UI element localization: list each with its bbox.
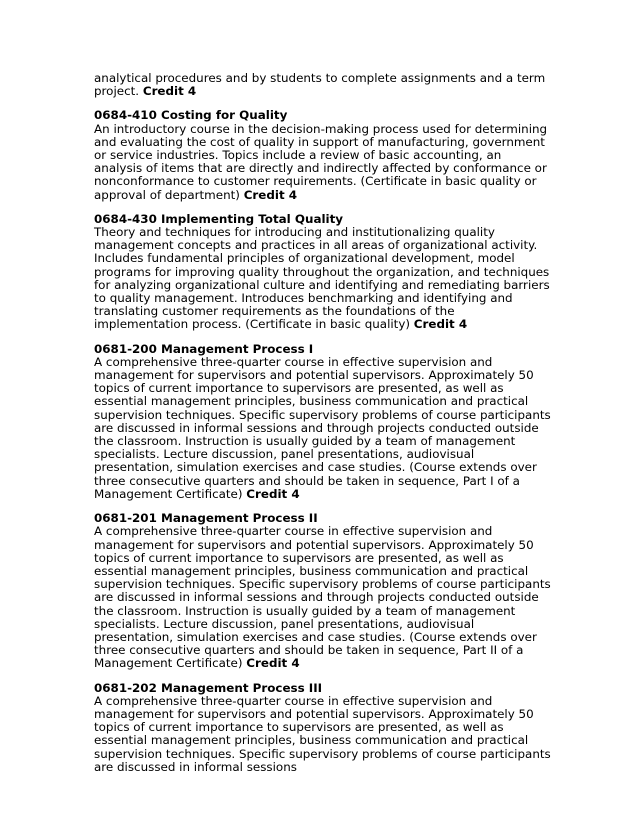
intro-text: analytical procedures and by students to complete assignments and a term project. — [94, 71, 546, 99]
course-entry-management-process-iii — [94, 682, 552, 774]
intro-paragraph — [94, 72, 552, 98]
course-entry-management-process-ii — [94, 512, 552, 670]
course-title: 0681-201 Management Process II — [94, 511, 318, 526]
course-title: 0681-202 Management Process III — [94, 680, 323, 695]
course-title: 0684-430 Implementing Total Quality — [94, 211, 344, 226]
intro-credit: Credit 4 — [142, 84, 197, 99]
course-description: An introductory course in the decision-making process used for determining and evaluating the cost of quality in support of manufacturing, government or service industries. Topics include a review of basic accounting, an analysis of items that are directly and indirectly affected by conformance or nonconformance to customer requirements. (Certificate in basic quality or approval of department) — [94, 121, 548, 202]
document-page — [94, 72, 552, 785]
course-description: Theory and techniques for introducing and institutionalizing quality management concepts and practices in all areas of organizational activity. Includes fundamental principles of organizational development, model programs for improving quality throughout the organization, and techniques for analyzing organizational culture and identifying and remediating barriers to quality management. Introduces benchmarking and identifying and translating customer requirements as the foundations of the implementation process. (Certificate in basic quality) — [94, 225, 550, 332]
course-credit: Credit 4 — [246, 486, 300, 501]
course-description: A comprehensive three-quarter course in effective supervision and management for supervisors and potential supervisors. Approximately 50 topics of current importance to supervisors are presented, as well as essential management principles, business communication and practical supervision techniques. Specific supervisory problems of course participants are discussed in informal sessions and through projects conducted outside the classroom. Instruction is usually guided by a team of management specialists. Lecture discussion, panel presentations, audiovisual presentation, simulation exercises and case studies. (Course extends over three consecutive quarters and should be taken in sequence, Part I of a Management Certificate) — [94, 354, 551, 501]
course-description: A comprehensive three-quarter course in effective supervision and management for supervisors and potential supervisors. Approximately 50 topics of current importance to supervisors are presented, as well as essential management principles, business communication and practical supervision techniques. Specific supervisory problems of course participants are discussed in informal sessions and through projects conducted outside the classroom. Instruction is usually guided by a team of management specialists. Lecture discussion, panel presentations, audiovisual presentation, simulation exercises and case studies. (Course extends over three consecutive quarters and should be taken in sequence, Part II of a Management Certificate) — [94, 524, 551, 671]
course-title: 0684-410 Costing for Quality — [94, 108, 288, 123]
course-credit: Credit 4 — [246, 656, 300, 671]
course-entry-costing-for-quality — [94, 109, 552, 201]
course-credit: Credit 4 — [243, 187, 298, 202]
course-credit: Credit 4 — [413, 317, 468, 332]
course-entry-management-process-i — [94, 343, 552, 501]
course-entry-implementing-total-quality — [94, 213, 552, 332]
course-title: 0681-200 Management Process I — [94, 341, 314, 356]
course-description: A comprehensive three-quarter course in effective supervision and management for supervisors and potential supervisors. Approximately 50 topics of current importance to supervisors are presented, as well as essential management principles, business communication and practical supervision techniques. Specific supervisory problems of course participants are discussed in informal sessions — [94, 693, 551, 774]
